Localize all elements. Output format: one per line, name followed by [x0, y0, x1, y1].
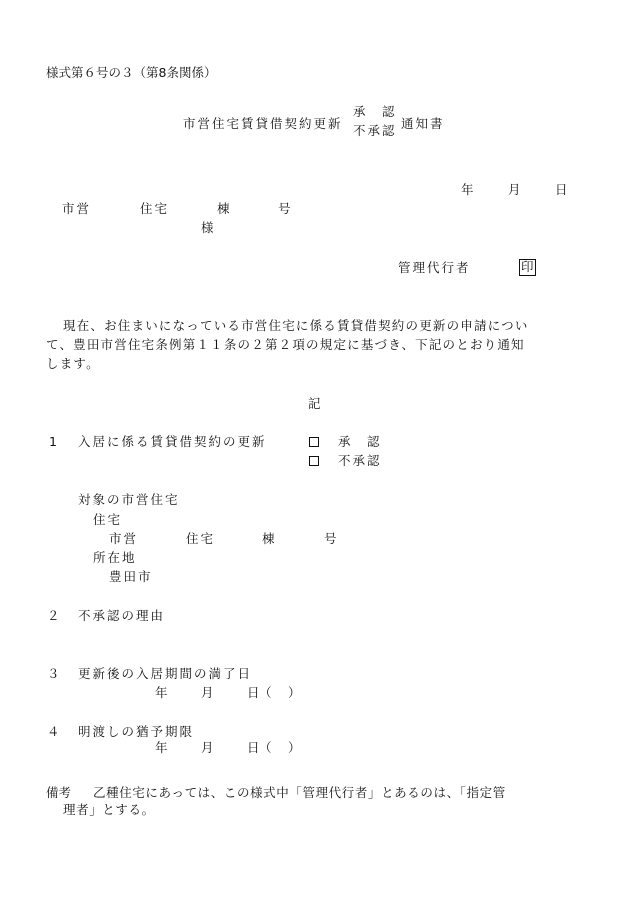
addressee-number: 号	[278, 201, 291, 216]
body-line-3: します。	[46, 356, 100, 371]
item-4-day: 日	[247, 740, 260, 755]
target-housing-label: 対象の市営住宅	[78, 492, 180, 507]
item-4-month: 月	[201, 740, 214, 755]
item-2-label: 不承認の理由	[78, 608, 166, 623]
item-2-number: ２	[47, 608, 60, 623]
location-value: 豊田市	[109, 569, 153, 584]
body-line-1: 現在、お住まいになっている市営住宅に係る賃貸借契約の更新の申請につい	[63, 318, 529, 333]
item-1-label: 入居に係る賃貸借契約の更新	[78, 434, 267, 449]
housing-name: 住宅	[186, 531, 216, 546]
item-3-paren-open: （	[259, 685, 272, 700]
item-4-paren-open: （	[259, 740, 272, 755]
remarks-label: 備考	[46, 785, 72, 800]
item-4-year: 年	[155, 740, 168, 755]
approve-checkbox[interactable]	[309, 437, 319, 447]
addressee-honorific: 様	[201, 220, 214, 235]
date-year: 年	[461, 182, 474, 197]
item-4-label: 明渡しの猶予期限	[78, 724, 195, 739]
title-option-reject: 不承認	[353, 123, 397, 138]
reject-checkbox[interactable]	[309, 456, 319, 466]
housing-city: 市営	[109, 531, 139, 546]
item-3-month: 月	[201, 685, 214, 700]
item-4-number: ４	[47, 724, 60, 739]
item-3-label: 更新後の入居期間の満了日	[78, 666, 253, 681]
housing-building: 棟	[262, 531, 275, 546]
form-label: 様式第６号の３（第8条関係）	[46, 65, 217, 80]
date-day: 日	[555, 182, 568, 197]
title-prefix: 市営住宅賃貸借契約更新	[183, 116, 343, 131]
location-label: 所在地	[93, 550, 137, 565]
item-3-paren-close: ）	[288, 685, 301, 700]
addressee-city: 市営	[62, 201, 92, 216]
date-month: 月	[508, 182, 521, 197]
title-suffix: 通知書	[401, 116, 445, 131]
housing-label: 住宅	[93, 512, 123, 527]
item-3-number: ３	[47, 666, 60, 681]
body-line-2: て、豊田市営住宅条例第１１条の２第２項の規定に基づき、下記のとおり通知	[46, 337, 525, 352]
item-3-year: 年	[155, 685, 168, 700]
housing-number: 号	[324, 531, 337, 546]
item-4-paren-close: ）	[288, 740, 301, 755]
option-approve-label: 承 認	[338, 434, 382, 449]
ki-heading: 記	[308, 396, 321, 411]
seal-mark: 印	[521, 259, 534, 274]
addressee-housing: 住宅	[140, 201, 170, 216]
addressee-building: 棟	[217, 201, 230, 216]
remarks-line-1: 乙種住宅にあっては、この様式中「管理代行者」とあるのは、「指定管	[93, 785, 506, 800]
item-1-number: 1	[49, 434, 57, 449]
title-option-approve: 承 認	[353, 104, 397, 119]
item-3-day: 日	[247, 685, 260, 700]
sender-label: 管理代行者	[398, 260, 471, 275]
remarks-line-2: 理者」とする。	[63, 802, 155, 817]
option-reject-label: 不承認	[338, 453, 382, 468]
